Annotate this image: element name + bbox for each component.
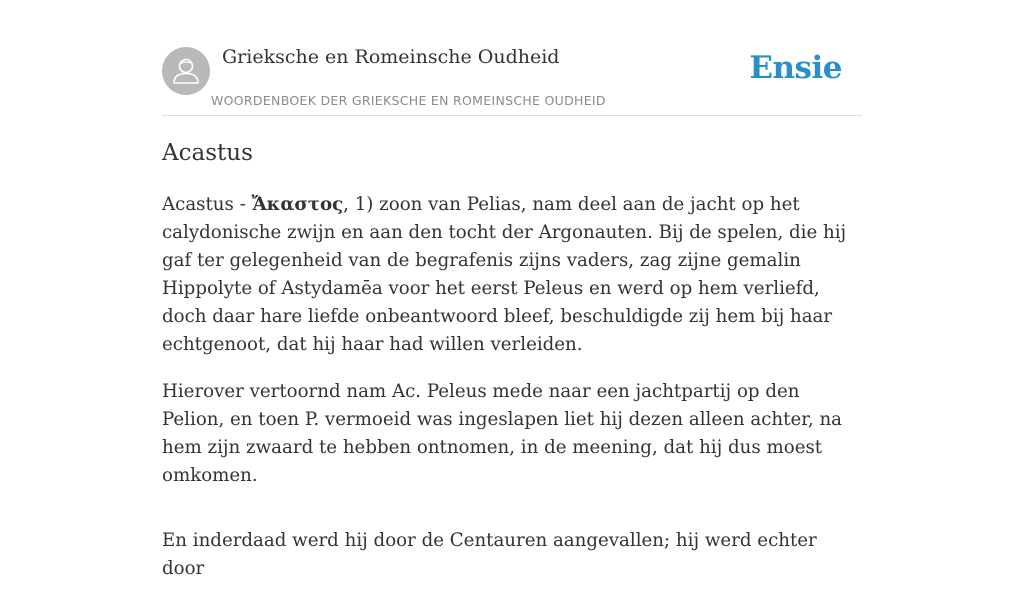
site-subtitle: WOORDENBOEK DER GRIEKSCHE EN ROMEINSCHE OUDHEID: [211, 93, 606, 108]
entry-title: Acastus: [162, 140, 253, 166]
user-silhouette-icon: [162, 47, 210, 95]
site-title-link[interactable]: Grieksche en Romeinsche Oudheid: [222, 46, 560, 68]
brand-logo[interactable]: Ensie: [749, 50, 842, 86]
site-header: [162, 45, 862, 116]
paragraph-1: [162, 191, 862, 359]
paragraph-1-text: , 1) zoon van Pelias, nam deel aan de jacht op het calydonische zwijn en aan den tocht der Argonauten. Bij de spelen, die hij gaf ter gelegenheid van de begrafenis zijns vaders, zag zijne gemalin Hippolyte of Astydamēa voor het eerst Peleus en werd op hem verliefd, doch daar hare liefde onbeantwoord bleef, beschuldigde zij hem bij haar echtgenoot, dat hij haar had willen verleiden.: [162, 194, 847, 355]
paragraph-3: En inderdaad werd hij door de Centauren aangevallen; hij werd echter door: [162, 530, 817, 579]
entry-lead: Acastus -: [162, 194, 252, 215]
entry-content: [162, 191, 862, 602]
paragraph-2: Hierover vertoornd nam Ac. Peleus mede naar een jachtpartij op den Pelion, en toen P. vermoeid was ingeslapen liet hij dezen alleen achter, na hem zijn zwaard te hebben ontnomen, in de meening, dat hij dus moest omkomen.: [162, 381, 843, 486]
avatar[interactable]: [162, 47, 210, 95]
greek-term: Ἄκαστος: [251, 194, 344, 215]
